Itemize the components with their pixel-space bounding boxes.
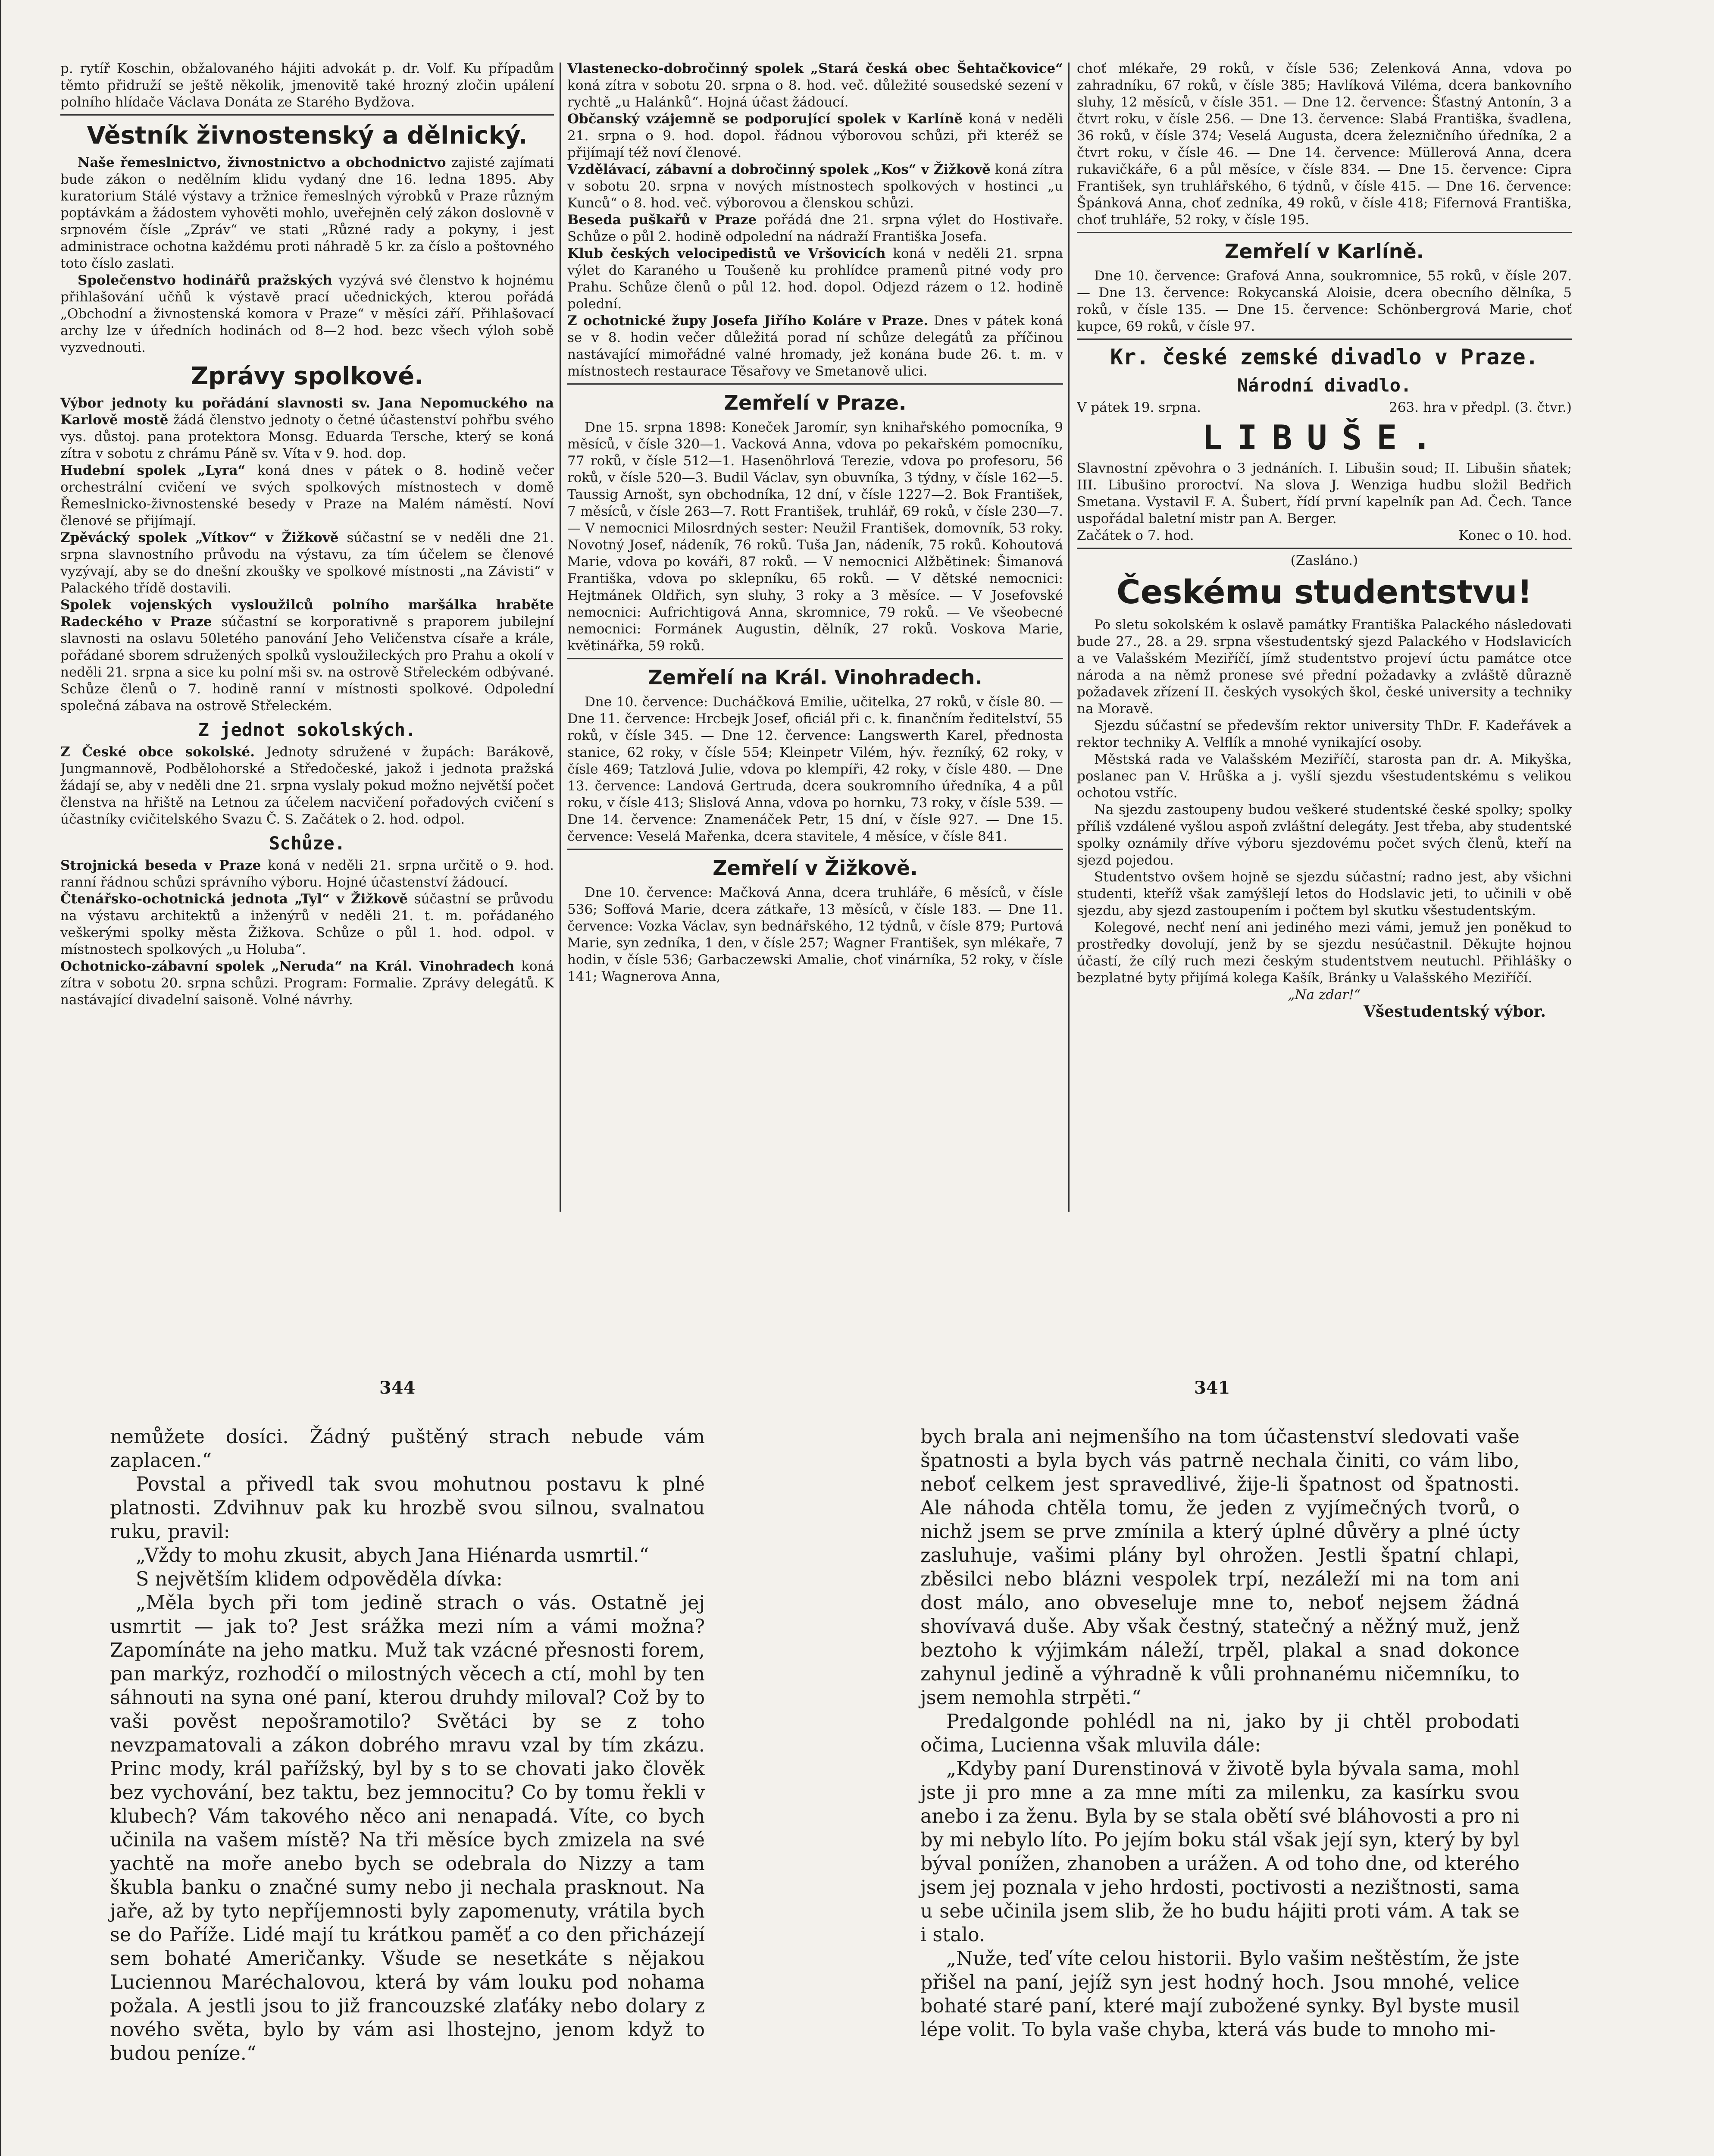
opera-description: Slavnostní zpěvohra o 3 jednáních. I. Libušin soud; II. Libušin sňatek; III. Libušino proroctví. Na slova J. Wenziga hudbu složil Bedřich Smetana. Vystavil F. A. Šubert, řídí první kapelník pan Ad. Čech. Tance uspořádal baletní mistr pan A. Berger.: [1077, 461, 1572, 526]
section-heading: Věstník živnostenský a dělnický.: [87, 122, 528, 150]
theatre-name: Kr. české zemské divadlo v Praze.: [1110, 345, 1539, 370]
salutation: „Na zdar!“: [1288, 987, 1361, 1003]
obituary-list: choť mlékaře, 29 roků, v čísle 536; Zelenková Anna, vdova po zahradníku, 67 roků, v čísle 385; Havlíková Viléma, dcera bankovního sluhy, 12 měsíců, v čísle 351. — Dne 12. července: Šťastný Antonín, 3 a čtvrt roku, v čísle 256. — Dne 13. července: Slabá Františka, švadlena, 36 roků, v čísle 374; Veselá Augusta, dcera železničního úředníka, 2 a čtvrt roku, v čísle 46. — Dne 14. července: Müllerová Anna, dcera rukavičkáře, 6 a půl měsíce, v čísle 834. — Dne 15. července: Cipra František, syn truhlářského, 6 týdnů, v čísle 415. — Dne 16. července: Špánková Anna, choť zedníka, 49 roků, v čísle 418; Fifernová Františka, choť truhláře, 52 roky, v čísle 195.: [1077, 61, 1572, 228]
intro-paragraph: p. rytíř Koschin, obžalovaného hájiti advokát p. dr. Volf. Ku případům těmto přidruží se ještě několik, jmenovitě také hrozný zločin upálení polního hlídače Václava Donáta ze Starého Bydžova.: [60, 61, 554, 110]
performance-date: V pátek 19. srpna.: [1077, 400, 1201, 415]
notice: Ochotnicko-zábavní spolek „Neruda“ na Král. Vinohradech koná zítra v sobotu 20. srpna schůzi. Program: Formalie. Zprávy delegátů. K nastávající divadelní saisoně. Volné návrhy.: [60, 959, 554, 1008]
notice: Z České obce sokolské. Jednoty sdružené v župách: Barákově, Jungmannově, Podbělohorské a Středočeské, jakož i jednota pražská žádají se, aby v neděli dne 21. srpna vyslaly pokud možno největší počet členstva na hřiště na Letnou za účelem nacvičení pořadových cvičení s účastníky cvičitelského Svazu Č. S. Začátek o 2. hod. odpol.: [60, 744, 554, 827]
notice: Spolek vojenských vysloužilců polního maršálka hraběte Radeckého v Praze súčastní se korporativně s praporem jubilejní slavnosti na oslavu 50letého panování Jeho Veličenstva císaře a krále, pořádané sborem sdružených spolků vysloužileckých pro Prahu a okolí v neděli 21. srpna a sice ku polní mši sv. na ostrově Střeleckém odbývané. Schůze členů o 7. hodině ranní v místnosti spolkové. Odpolední společná zábava na ostrově Střeleckém.: [60, 597, 554, 714]
section-heading: Zemřelí v Praze.: [724, 391, 907, 414]
page-number: 344: [379, 1378, 416, 1398]
prose-paragraph: Predalgonde pohlédl na ni, jako by ji chtěl probodati očima, Lucienna však mluvila dále:: [920, 1711, 1520, 1756]
subsection-heading: Z jednot sokolských.: [198, 719, 416, 740]
appeal-paragraph: Studentstvo ovšem hojně se sjezdu súčastní; radno jest, aby všichni studenti, kteříž však zamýšlejí letos do Hodslavic jeti, to učinili v obě sjezdu, aby sjezd zastoupením i počtem byl skutku všestudentským.: [1077, 869, 1572, 918]
notice: Zpěvácký spolek „Vítkov“ v Žižkově súčastní se v neděli dne 21. srpna slavnostního průvodu na výstavu, za tím účelem se členové vyzývají, aby se do dnešní zkoušky ve spolkové místnosti „na Závisti“ v Palackého třídě dostavili.: [60, 530, 554, 596]
obituary-list: Dne 10. července: Grafová Anna, soukromnice, 55 roků, v čísle 207. — Dne 13. července: Rokycanská Aloisie, dcera obecního dělníka, 5 roků, v čísle 135. — Dne 15. července: Schönbergrová Marie, choť kupce, 69 roků, v čísle 97.: [1077, 268, 1572, 334]
notice: Vzdělávací, zábavní a dobročinný spolek „Kos“ v Žižkově koná zítra v sobotu 20. srpna v nových místnostech spolkových v hostinci „u Kunců“ o 8. hod. več. výborovou a členskou schůzi.: [567, 162, 1063, 211]
section-heading: Zemřelí v Karlíně.: [1224, 240, 1424, 263]
divider: [60, 114, 554, 116]
divider: [567, 849, 1063, 850]
section-heading: Zprávy spolkové.: [191, 362, 424, 390]
notice: Společenstvo hodinářů pražských vyzývá své členstvo k hojnému přihlašování učňů k výstavě prací učednických, kterou pořádá „Obchodní a živnostenská komora v Praze“ v měsíci září. Přihlašovací archy lze v úředních hodinách od 8—2 hod. bezc všech výloh sobě vyzvednouti.: [60, 273, 554, 355]
appeal-paragraph: Sjezdu súčastní se především rektor university ThDr. F. Kadeřávek a rektor techniky A. Velflík a mnohé vynikající osoby.: [1077, 718, 1572, 750]
prose-paragraph: nemůžete dosíci. Žádný puštěný strach nebude vám zaplacen.“: [110, 1426, 705, 1472]
notice: Beseda puškařů v Praze pořádá dne 21. srpna výlet do Hostivaře. Schůze o půl 2. hodině odpolední na nádraží Františka Josefa.: [567, 212, 1063, 244]
column-rule: [560, 63, 561, 1212]
obituary-list: Dne 10. července: Mačková Anna, dcera truhláře, 6 měsíců, v čísle 536; Soffová Marie, dcera zátkaře, 13 měsíců, v čísle 183. — Dne 11. července: Vozka Václav, syn bednářského, 12 týdnů, v čísle 879; Purtová Marie, syn zedníka, 1 den, v čísle 257; Wagner František, syn mlékaře, 7 hodin, v čísle 536; Garbaczewski Amalie, choť vinárníka, 52 roky, v čísle 141; Wagnerova Anna,: [567, 885, 1063, 984]
opera-title: LIBUŠE.: [1202, 419, 1447, 458]
notice: Naše řemeslnictvo, živnostnictvo a obchodnictvo zajisté zajímati bude zákon o nedělním klidu vydaný dne 16. ledna 1895. Aby kuratorium Stálé výstavy a tržnice řemeslných výrobků v Praze různým poptávkám a žádostem vyhověti mohlo, uveřejněn celý zákon doslovně v srpnovém čísle „Zpráv“ ve stati „Různé rady a pokyny, i jest administrace ochotna každému proti náhradě 5 kr. za číslo a poštovného toto číslo zaslati.: [60, 155, 554, 271]
signature: Všestudentský výbor.: [1364, 1003, 1546, 1021]
theatre-subtitle: Národní divadlo.: [1237, 375, 1412, 396]
start-time: Začátek o 7. hod.: [1077, 528, 1194, 543]
notice: Klub českých velocipedistů ve Vršovicích koná v neděli 21. srpna výlet do Karaného u Toušeně ku prohlídce pramenů pitné vody pro Prahu. Schůze členů o půl 12. hod. dopol. Odjezd rázem o 12. hodině polední.: [567, 246, 1063, 312]
performance-times: [1077, 527, 1572, 544]
notice: Vlastenecko-dobročinný spolek „Stará česká obec Šehtačkovice“ koná zítra v sobotu 20. srpna o 8. hod. več. důležité sousedské sezení v rychtě „u Halánků“. Hojná účast žádoucí.: [567, 61, 1063, 110]
subscription-info: 263. hra v předpl. (3. čtvr.): [1389, 400, 1572, 415]
appeal-paragraph: Kolegové, nechť není ani jediného mezi vámi, jemuž jen poněkud to prostředky dovolují, jenž by se sjezdu nesúčastnil. Děkujte hojnou účastí, že cílý ruch mezi českým studentstvem neutuchl. Přihlášky o bezplatné byty přijímá kolega Kašík, Bránky u Valašského Meziříčí.: [1077, 920, 1572, 986]
prose-paragraph: „Kdyby paní Durenstinová v životě byla bývala sama, mohl jste ji pro mne a za mne míti za milenku, za kasírku svou anebo i za ženu. Byla by se stala obětí své bláhovosti a pro ni by mi nebylo líto. Po jejím boku stál však její syn, který by byl býval ponížen, zhanoben a urážen. A od toho dne, od kterého jsem jej poznala v jeho hrdosti, poctivosti a nezištnosti, sama u sebe učinila jsem slib, že ho budu hájiti proti vám. A tak se i stalo.: [920, 1758, 1520, 1946]
divider: [567, 383, 1063, 385]
section-heading: Zemřelí v Žižkově.: [713, 856, 918, 880]
prose-paragraph: „Vždy to mohu zkusit, abych Jana Hiénarda usmrtil.“: [136, 1545, 649, 1567]
notice: Čtenářsko-ochotnická jednota „Tyl“ v Žižkově súčastní se průvodu na výstavu architektů a inženýrů v neděli 21. t. m. pořádaného veškerými spolky města Žižkova. Schůze o půl 1. hod. odpol. v místnostech spolkových „u Holuba“.: [60, 891, 554, 957]
appeal-heading: Českému studentstvu!: [1116, 573, 1533, 611]
prose-paragraph: „Měla bych při tom jedině strach o vás. Ostatně jej usmrtit — jak to? Jest srážka mezi ním a vámi možna? Zapomínáte na jeho matku. Muž tak vzácné přesnosti forem, pan markýz, rozhodčí o milostných věcech a ctí, mohl by ten sáhnouti na syna oné paní, kterou druhdy miloval? Což by to vaši pověst nepošramotilo? Světáci by se z toho nevzpamatovali a zákon dobrého mravu vzal by tím zkázu. Princ mody, král pařížský, byl by s to se chovati jako člověk bez vychování, bez taktu, bez jemnocitu? Co by tomu řekli v klubech? Vám takového něco ani nenapadá. Víte, co bych učinila na vašem místě? Na tři měsíce bych zmizela na své yachtě na moře anebo bych se odebrala do Nizzy a tam škubla banku o značné sumy nebo ji nechala prasknout. Na jaře, až by tyto nepříjemnosti byly zapomenuty, vrátila bych se do Paříže. Lidé mají tu krátkou paměť a co den přicházejí sem bohaté Američanky. Všude se nesetkáte s nějakou Luciennou Maréchalovou, která by vám louku pod nohama požala. A jestli jsou to již francouzské zlaťáky nebo dolary z nového světa, bylo by vám asi lhostejno, jenom když to budou peníze.“: [110, 1592, 705, 2065]
notice: Strojnická beseda v Praze koná v neděli 21. srpna určitě o 9. hod. ranní řádnou schůzi správního výboru. Hojné účastenství žádoucí.: [60, 858, 554, 890]
end-time: Konec o 10. hod.: [1458, 528, 1572, 543]
prose-paragraph: bych brala ani nejmenšího na tom účastenství sledovati vaše špatnosti a byla bych vás patrně nechala činiti, co vám libo, neboť celkem jest spravedlivé, žije-li špatnost od špatnosti. Ale náhoda chtěla tomu, že jeden z vyjímečných tvorů, o nichž jsem se prve zmínila a který úplné důvěry a plné úcty zasluhuje, vašimi plány byl ohrožen. Jestli špatní chlapi, zběsilci nebo blázni vespolek trpí, nezáleží mi na tom ani dost málo, ano obveseluje mne to, neboť nejsem žádná shovívavá duše. Aby však čestný, statečný a něžný muž, jenž beztoho k výjimkám náleží, trpěl, plakal a snad dokonce zahynul jedině a výhradně k vůli prohnanému ničemníku, to jsem nemohla strpěti.“: [920, 1426, 1520, 1709]
divider: [1077, 338, 1572, 340]
appeal-paragraph: Městská rada ve Valašském Meziříčí, starosta pan dr. A. Mikyška, poslanec pan V. Hrůška a j. vyšlí sjezdu všestudentskému s velikou ochotou vstříc.: [1077, 752, 1572, 801]
divider: [1077, 548, 1572, 549]
newspaper-column-3: [1077, 60, 1572, 1233]
obituary-list: Dne 10. července: Ducháčková Emilie, učitelka, 27 roků, v čísle 80. — Dne 11. července: Hrcbejk Josef, oficiál při c. k. finančním ředitelství, 55 roků, v čísle 345. — Dne 12. července: Langswerth Karel, přednosta stanice, 62 roky, v čísle 554; Kleinpetr Vilém, hýv. řezníký, 62 roky, v čísle 469; Tatzlová Julie, vdova po klempíři, 42 roky, v čísle 480. — Dne 13. července: Landová Gertruda, dcera soukromního úředníka, 4 a půl roku, v čísle 413; Slislová Anna, vdova po hornku, 73 roky, v čísle 539. — Dne 14. července: Znamenáček Petr, 15 dní, v čísle 927. — Dne 15. července: Veselá Mařenka, dcera stavitele, 4 měsíce, v čísle 841.: [567, 694, 1063, 844]
novel-page-left: [110, 1425, 705, 2065]
newspaper-column-2: [567, 60, 1063, 1233]
divider: [1077, 232, 1572, 233]
prose-paragraph: Povstal a přivedl tak svou mohutnou postavu k plné platnosti. Zdvihnuv pak ku hrozbě svou silnou, svalnatou ruku, pravil:: [110, 1473, 705, 1543]
prose-paragraph: „Nuže, teď víte celou historii. Bylo vašim neštěstím, že jste přišel na paní, jejíž syn jest hodný hoch. Jsou mnohé, velice bohaté staré paní, které mají zubožené synky. Byl byste musil lépe volit. To byla vaše chyba, která vás bude to mnoho mi-: [920, 1948, 1520, 2041]
notice: Z ochotnické župy Josefa Jiřího Koláre v Praze. Dnes v pátek koná se v 8. hodin večer důležitá porad ní schůze delegátů za příčinou nastávající mimořádné valné hromady, jež konána bude 26. t. m. v místnostech restaurace Těsařovy ve Smetanově ulici.: [567, 313, 1063, 379]
page-number: 341: [1194, 1378, 1230, 1398]
prose-paragraph: S největším klidem odpověděla dívka:: [136, 1568, 503, 1590]
appeal-paragraph: Na sjezdu zastoupeny budou veškeré studentské české spolky; spolky příliš vzdálené vyšlou aspoň zvláštní delegáty. Jest třeba, aby studentské spolky oznámily dříve výboru sjezdovému počet svých členů, kteří na sjezd pojedou.: [1077, 802, 1572, 868]
novel-page-right: [920, 1425, 1520, 2042]
scan-edge: [0, 0, 1, 2156]
subsection-heading: Schůze.: [269, 833, 345, 854]
zaslano-label: (Zasláno.): [1290, 553, 1358, 568]
notice: Občanský vzájemně se podporující spolek v Karlíně koná v neděli 21. srpna o 9. hod. dopol. řádnou výborovou schůzi, při kteréž se přijímají též noví členové.: [567, 111, 1063, 160]
section-heading: Zemřelí na Král. Vinohradech.: [648, 666, 982, 689]
obituary-list: Dne 15. srpna 1898: Koneček Jaromír, syn knihařského pomocníka, 9 měsíců, v čísle 320—1. Vacková Anna, vdova po pekařském pomocníku, 77 roků, v čísle 512—1. Hasenöhrlová Terezie, vdova po profesoru, 56 roků, v čísle 520—3. Budil Václav, syn obuvníka, 3 týdny, v čísle 162—5. Taussig Arnošt, syn obchodníka, 12 dní, v čísle 1227—2. Bok František, 7 měsíců, v čísle 263—7. Rott František, truhlář, 69 roků, v čísle 230—7. — V nemocnici Milosrdných sester: Neužil František, domovník, 53 roky. Novotný Josef, nádeník, 76 roků. Tuša Jan, nádeník, 75 roků. Kohoutová Marie, vdova po kováři, 87 roků. — V nemocnici Alžbětinek: Šimanová Františka, vdova po sklepníku, 65 roků. — V dětské nemocnici: Hejtmánek Oldřich, syn sluhy, 3 roky a 3 měsíce. — V Josefovské nemocnici: Aufrichtigová Anna, skromnice, 79 roků. — Ve všeobecné nemocnici: Formánek Augustin, dělník, 27 roků. Voskova Marie, květinářka, 59 roků.: [567, 420, 1063, 654]
notice: Hudební spolek „Lyra“ koná dnes v pátek o 8. hodině večer orchestrální cvičení ve svých spolkových místnostech v domě Řemeslnicko-živnostenské besedy v Praze na Malém náměstí. Noví členové se přijímají.: [60, 463, 554, 529]
newspaper-column-1: [60, 60, 554, 1233]
column-rule: [1068, 63, 1070, 1212]
performance-info: [1077, 399, 1572, 416]
divider: [567, 658, 1063, 659]
notice: Výbor jednoty ku pořádání slavnosti sv. Jana Nepomuckého na Karlově mostě žádá členstvo jednoty o četné účastenství pohřbu svého vys. důstoj. pana protektora Monsg. Eduarda Tersche, který se koná zítra v sobotu z chrámu Páně sv. Víta v 9. hod. dop.: [60, 395, 554, 461]
appeal-paragraph: Po sletu sokolském k oslavě památky Františka Palackého následovati bude 27., 28. a 29. srpna všestudentský sjezd Palackého v Hodslavicích a ve Valašském Meziříčí, jímž studentstvo projeví úctu památce otce národa a na němž pronese své přední požadavky a zvláště důrazně požadavek zřízení II. českých vysokých škol, české university a techniky na Moravě.: [1077, 617, 1572, 717]
